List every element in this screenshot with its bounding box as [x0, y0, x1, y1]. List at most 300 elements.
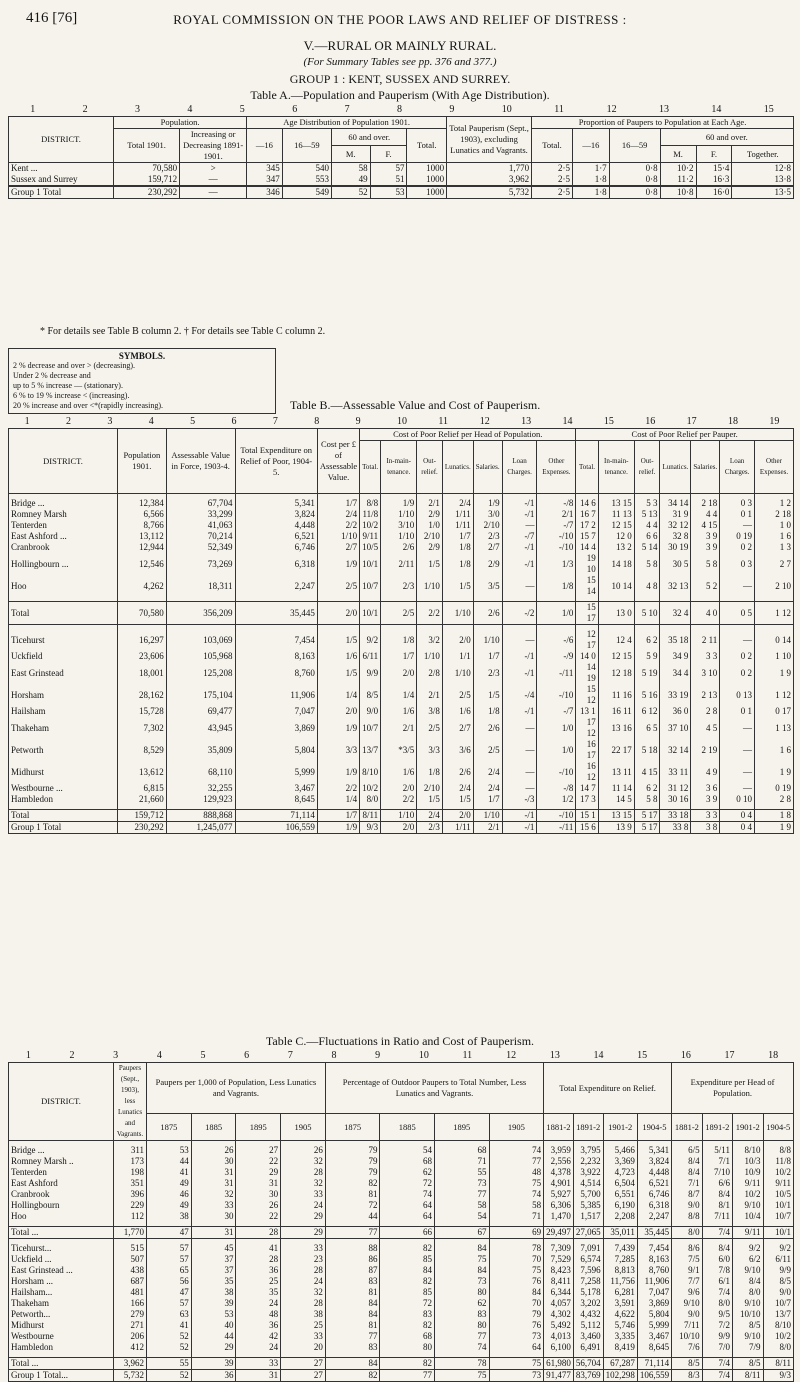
cost-per-head: 1/5 — [417, 794, 443, 805]
expenditure: 29,497 — [544, 1227, 574, 1239]
cost-per-pauper: 15 7 — [576, 531, 598, 542]
per-head: 6/2 — [732, 1254, 763, 1265]
per-head: 7/4 — [702, 1227, 732, 1239]
header-district: DISTRICT. — [9, 429, 118, 494]
rate-per-1000: 22 — [236, 1156, 281, 1167]
district-name: Cranbrook — [9, 1189, 114, 1200]
cell-av: 33,299 — [166, 509, 235, 520]
cost-per-head: 2/5 — [417, 717, 443, 739]
expenditure: 4,514 — [573, 1178, 603, 1189]
outdoor-percent: 72 — [325, 1200, 380, 1211]
rate-per-1000: 39 — [191, 1298, 236, 1309]
cell-av: 1,245,077 — [166, 822, 235, 834]
cost-per-head: 1/5 — [417, 553, 443, 575]
expenditure: 6,190 — [603, 1200, 637, 1211]
cost-per-pauper: 2 19 — [691, 739, 720, 761]
per-head: 7/1 — [672, 1178, 703, 1189]
cost-per-head: 10/7 — [360, 575, 381, 597]
cost-per-head: 1/6 — [381, 706, 417, 717]
section-title: V.—RURAL OR MAINLY RURAL. — [303, 38, 497, 53]
cell-paup: 1,770 — [447, 163, 532, 175]
cost-per-pauper: 4 15 — [691, 520, 720, 531]
rate-per-1000: 32 — [281, 1287, 326, 1298]
cell-cp: 1/9 — [317, 761, 359, 783]
cost-per-pauper: 31 9 — [660, 509, 691, 520]
district-name: East Grinstead — [9, 662, 118, 684]
column-number: 7 — [272, 416, 278, 427]
outdoor-percent: 84 — [325, 1358, 380, 1370]
outdoor-percent: 72 — [380, 1298, 435, 1309]
outdoor-percent: 86 — [325, 1254, 380, 1265]
per-head: 8/0 — [763, 1342, 794, 1353]
cost-per-head: 1/11 — [442, 509, 473, 520]
cost-per-pauper: 4 4 — [691, 509, 720, 520]
cell-cp: 1/10 — [317, 531, 359, 542]
cell-ex: 8,645 — [235, 794, 317, 805]
header-prop-male: M. — [660, 146, 696, 163]
cost-per-head: 2/11 — [381, 553, 417, 575]
cost-per-pauper: 34 14 — [660, 498, 691, 509]
outdoor-percent: 83 — [434, 1309, 489, 1320]
cell-ex: 35,445 — [235, 602, 317, 625]
column-number: 13 — [659, 104, 669, 115]
per-head: 8/0 — [732, 1287, 763, 1298]
cost-per-head: 10/2 — [360, 520, 381, 531]
cell-p_1659: 0·8 — [609, 186, 660, 199]
per-head: 10/1 — [763, 1200, 794, 1211]
cell-m: 58 — [331, 163, 370, 175]
expenditure: 5,927 — [544, 1189, 574, 1200]
table-row — [9, 1200, 794, 1211]
outdoor-percent: 76 — [489, 1276, 544, 1287]
cost-per-head: 10/1 — [360, 553, 381, 575]
symbol-line: Under 2 % decrease and — [13, 371, 91, 380]
cost-per-pauper: 5 14 — [634, 542, 660, 553]
rate-per-1000: 33 — [281, 1331, 326, 1342]
total-row — [9, 1358, 794, 1370]
header-total: Total. — [407, 129, 447, 163]
expenditure: 7,454 — [637, 1243, 671, 1254]
cost-per-head: 2/0 — [381, 662, 417, 684]
expenditure: 3,591 — [603, 1298, 637, 1309]
cost-per-pauper: 1 0 — [755, 520, 794, 531]
column-number: 9 — [375, 1050, 381, 1061]
expenditure: 27,065 — [573, 1227, 603, 1239]
cell-paupers: 687 — [114, 1276, 147, 1287]
table-row — [9, 1287, 794, 1298]
cost-per-head: -/6 — [537, 629, 576, 651]
table-row — [9, 1167, 794, 1178]
per-head: 7/5 — [672, 1254, 703, 1265]
rate-per-1000: 24 — [281, 1200, 326, 1211]
column-number: 15 — [763, 104, 774, 115]
per-head: 8/5 — [763, 1276, 794, 1287]
page-number: 416 [76] — [26, 10, 78, 26]
table-c-title: Table C.—Fluctuations in Ratio and Cost of Pauperism. — [265, 1034, 535, 1048]
cost-per-head: 2/9 — [417, 542, 443, 553]
expenditure: 35,011 — [603, 1227, 637, 1239]
cell-p_u16: 1·7 — [572, 163, 609, 175]
symbols-legend — [8, 348, 276, 414]
cost-per-head: 2/5 — [473, 739, 502, 761]
cell-paupers: 206 — [114, 1331, 147, 1342]
cell-paupers: 173 — [114, 1156, 147, 1167]
cost-per-head: 2/1 — [381, 717, 417, 739]
cost-per-head: 2/5 — [381, 602, 417, 625]
header-prop-together: Together. — [732, 146, 794, 163]
cost-per-head: 9/3 — [360, 822, 381, 834]
expenditure: 4,378 — [544, 1167, 574, 1178]
header-district: DISTRICT. — [9, 1063, 114, 1141]
per-head: 9/11 — [732, 1227, 763, 1239]
cell-av: 52,349 — [166, 542, 235, 553]
cell-tot: 1000 — [407, 186, 447, 199]
year-header: 1901-2 — [732, 1114, 763, 1141]
column-number: 5 — [239, 104, 245, 115]
cost-per-head: 2/4 — [442, 498, 473, 509]
column-number: 1 — [24, 416, 30, 427]
year-header: 1895 — [434, 1114, 489, 1141]
per-head: 8/5 — [732, 1358, 763, 1370]
district-name: Midhurst — [9, 1320, 114, 1331]
year-header: 1875 — [325, 1114, 380, 1141]
cell-paupers: 438 — [114, 1265, 147, 1276]
year-header: 1885 — [191, 1114, 236, 1141]
outdoor-percent: 80 — [434, 1287, 489, 1298]
cost-per-head: 1/10 — [473, 810, 502, 822]
cost-per-head: 6/11 — [360, 651, 381, 662]
per-head: 5/11 — [702, 1145, 732, 1156]
cost-per-pauper: 3 10 — [691, 662, 720, 684]
outdoor-percent: 62 — [380, 1167, 435, 1178]
rate-per-1000: 28 — [281, 1167, 326, 1178]
district-name: Hoo — [9, 575, 118, 597]
cost-per-head: 2/2 — [381, 794, 417, 805]
table-row — [9, 706, 794, 717]
rate-per-1000: 31 — [236, 1178, 281, 1189]
rate-per-1000: 32 — [281, 1178, 326, 1189]
cost-per-pauper: 1 10 — [755, 651, 794, 662]
per-head: 8/1 — [702, 1200, 732, 1211]
header-prop-female: F. — [696, 146, 732, 163]
cost-per-head: 1/5 — [442, 575, 473, 597]
cost-per-pauper: 5 17 — [634, 810, 660, 822]
outdoor-percent: 73 — [489, 1331, 544, 1342]
rate-per-1000: 29 — [281, 1227, 326, 1239]
expenditure: 11,906 — [637, 1276, 671, 1287]
column-number: 10 — [397, 416, 407, 427]
cost-per-pauper: 12 17 — [576, 629, 598, 651]
subheader: Loan Charges. — [720, 441, 755, 494]
total-row — [9, 810, 794, 822]
expenditure: 5,999 — [637, 1320, 671, 1331]
cell-p_1659: 0·8 — [609, 174, 660, 186]
cost-per-pauper: 13 15 — [598, 810, 634, 822]
cost-per-head: 8/0 — [360, 794, 381, 805]
cost-per-pauper: 32 13 — [660, 575, 691, 597]
cost-per-head: 2/3 — [473, 662, 502, 684]
expenditure: 5,700 — [573, 1189, 603, 1200]
table-a-footnote: * For details see Table B column 2. † For details see Table C column 2. — [40, 326, 326, 337]
cell-p_f: 16·0 — [696, 186, 732, 199]
column-number: 10 — [418, 1050, 429, 1061]
cost-per-pauper: 15 17 — [576, 602, 598, 625]
table-row — [9, 783, 794, 794]
cell-p_m: 10·8 — [660, 186, 696, 199]
cost-per-head: 3/5 — [473, 575, 502, 597]
cell-a1659: 540 — [282, 163, 331, 175]
column-number: 6 — [292, 104, 298, 115]
district-name: Hoo — [9, 1211, 114, 1222]
cell-av: 888,868 — [166, 810, 235, 822]
cost-per-pauper: 4 0 — [691, 602, 720, 625]
cost-per-pauper: 16 17 — [576, 739, 598, 761]
cost-per-pauper: 13 0 — [598, 602, 634, 625]
outdoor-percent: 66 — [380, 1227, 435, 1239]
cost-per-head: 1/0 — [537, 739, 576, 761]
year-header: 1881-2 — [544, 1114, 574, 1141]
per-head: 6/6 — [702, 1178, 732, 1189]
cost-per-head: -/1 — [502, 706, 537, 717]
outdoor-percent: 77 — [434, 1331, 489, 1342]
expenditure: 7,091 — [573, 1243, 603, 1254]
cost-per-head: 2/3 — [381, 575, 417, 597]
rate-per-1000: 44 — [147, 1156, 192, 1167]
expenditure: 4,057 — [544, 1298, 574, 1309]
rate-per-1000: 52 — [147, 1331, 192, 1342]
cell-p_m: 10·2 — [660, 163, 696, 175]
outdoor-percent: 77 — [325, 1227, 380, 1239]
subheader: Lunatics. — [660, 441, 691, 494]
cell-paupers: 166 — [114, 1298, 147, 1309]
column-number: 3 — [107, 416, 113, 427]
header-population: Population. — [114, 117, 247, 129]
table-row — [9, 629, 794, 651]
cell-ex: 5,804 — [235, 739, 317, 761]
cost-per-pauper: 5 9 — [634, 651, 660, 662]
symbols-title: SYMBOLS. — [118, 351, 166, 361]
outdoor-percent: 87 — [325, 1265, 380, 1276]
rate-per-1000: 41 — [236, 1243, 281, 1254]
subheader: Total. — [576, 441, 598, 494]
district-name: Total — [9, 810, 118, 822]
outdoor-percent: 75 — [434, 1254, 489, 1265]
cost-per-pauper: 5 10 — [634, 602, 660, 625]
cell-paupers: 311 — [114, 1145, 147, 1156]
column-number: 14 — [593, 1050, 604, 1061]
cell-ex: 2,247 — [235, 575, 317, 597]
table-row — [9, 1178, 794, 1189]
rate-per-1000: 23 — [281, 1254, 326, 1265]
cell-cp: 2/4 — [317, 509, 359, 520]
rate-per-1000: 39 — [191, 1358, 236, 1370]
cost-per-head: 8/8 — [360, 498, 381, 509]
table-row — [9, 553, 794, 575]
table-row — [9, 1320, 794, 1331]
per-head: 8/10 — [732, 1145, 763, 1156]
rate-per-1000: 41 — [147, 1320, 192, 1331]
cost-per-pauper: 1 2 — [755, 498, 794, 509]
year-header: 1885 — [380, 1114, 435, 1141]
per-head: 8/4 — [672, 1156, 703, 1167]
subheader: Total. — [360, 441, 381, 494]
cell-total: 230,292 — [114, 186, 180, 199]
outdoor-percent: 54 — [434, 1211, 489, 1222]
table-row — [9, 1265, 794, 1276]
expenditure: 3,202 — [573, 1298, 603, 1309]
cell-cp: 1/4 — [317, 684, 359, 706]
outdoor-percent: 76 — [489, 1320, 544, 1331]
cost-per-head: -/1 — [502, 542, 537, 553]
header-total-1901: Total 1901. — [114, 129, 180, 163]
expenditure: 8,645 — [637, 1342, 671, 1353]
per-head: 11/8 — [763, 1156, 794, 1167]
cost-per-pauper: 5 8 — [634, 794, 660, 805]
cost-per-pauper: 2 18 — [691, 498, 720, 509]
rate-per-1000: 29 — [281, 1211, 326, 1222]
cell-trend: — — [180, 174, 247, 186]
per-head: 9/0 — [672, 1309, 703, 1320]
cell-ex: 106,559 — [235, 822, 317, 834]
cost-per-head: 8/11 — [360, 810, 381, 822]
cost-per-head: 1/8 — [381, 629, 417, 651]
column-number: 10 — [501, 104, 512, 115]
table-a — [8, 116, 794, 199]
outdoor-percent: 88 — [325, 1243, 380, 1254]
outdoor-percent: 81 — [325, 1189, 380, 1200]
cost-per-head: 1/8 — [442, 553, 473, 575]
cell-cp: 1/9 — [317, 822, 359, 834]
cost-per-pauper: 16 7 — [576, 509, 598, 520]
column-number: 18 — [768, 1050, 779, 1061]
cost-per-pauper: 15 1 — [576, 810, 598, 822]
cost-per-head: 1/10 — [417, 651, 443, 662]
cost-per-head: 1/6 — [442, 706, 473, 717]
cost-per-pauper: — — [720, 783, 755, 794]
cell-av: 70,214 — [166, 531, 235, 542]
cost-per-pauper: 17 2 — [576, 520, 598, 531]
cost-per-pauper: 34 9 — [660, 651, 691, 662]
table-row — [9, 1145, 794, 1156]
year-header: 1875 — [147, 1114, 192, 1141]
per-head: 7/9 — [732, 1342, 763, 1353]
rate-per-1000: 22 — [236, 1211, 281, 1222]
column-number: 8 — [314, 416, 320, 427]
cell-pop: 13,612 — [118, 761, 167, 783]
cost-per-pauper: 2 11 — [691, 629, 720, 651]
expenditure: 2,208 — [603, 1211, 637, 1222]
expenditure: 61,980 — [544, 1358, 574, 1370]
per-head: 10/3 — [732, 1156, 763, 1167]
per-head: 7/0 — [702, 1342, 732, 1353]
cost-per-pauper: 30 19 — [660, 542, 691, 553]
cost-per-pauper: 35 18 — [660, 629, 691, 651]
column-number: 7 — [287, 1050, 293, 1061]
district-name: Uckfield — [9, 651, 118, 662]
cell-pop: 6,566 — [118, 509, 167, 520]
outdoor-percent: 78 — [489, 1243, 544, 1254]
cost-per-pauper: 3 9 — [691, 542, 720, 553]
cost-per-pauper: 14 5 — [598, 794, 634, 805]
rate-per-1000: 46 — [147, 1189, 192, 1200]
column-number: 12 — [506, 1050, 517, 1061]
rate-per-1000: 33 — [191, 1200, 236, 1211]
table-row — [9, 1331, 794, 1342]
rate-per-1000: 38 — [147, 1211, 192, 1222]
expenditure: 8,419 — [603, 1342, 637, 1353]
header-16-59: 16—59 — [282, 129, 331, 163]
cost-per-pauper: 14 6 — [576, 498, 598, 509]
expenditure: 7,529 — [544, 1254, 574, 1265]
cell-paup: 5,732 — [447, 186, 532, 199]
cost-per-pauper: 2 8 — [755, 794, 794, 805]
cost-per-pauper: 30 16 — [660, 794, 691, 805]
cost-per-head: -/11 — [537, 822, 576, 834]
cost-per-head: 9/2 — [360, 629, 381, 651]
cell-av: 175,104 — [166, 684, 235, 706]
outdoor-percent: 82 — [380, 1276, 435, 1287]
header-male: M. — [331, 146, 370, 163]
cost-per-head: 2/0 — [442, 629, 473, 651]
rate-per-1000: 28 — [236, 1227, 281, 1239]
cost-per-head: 13/7 — [360, 739, 381, 761]
cost-per-pauper: 4 4 — [634, 520, 660, 531]
cell-trend: > — [180, 163, 247, 175]
per-head: 10/10 — [732, 1309, 763, 1320]
header-age-distribution: Age Distribution of Population 1901. — [247, 117, 447, 129]
district-name: Hailsham — [9, 706, 118, 717]
column-number: 16 — [645, 416, 656, 427]
table-c — [8, 1062, 794, 1382]
cost-per-pauper: 0 3 — [720, 553, 755, 575]
outdoor-percent: 73 — [434, 1276, 489, 1287]
cost-per-head: 1/4 — [381, 684, 417, 706]
cell-pop: 18,001 — [118, 662, 167, 684]
cell-u16: 345 — [247, 163, 283, 175]
cost-per-pauper: 32 4 — [660, 602, 691, 625]
cell-cp: 1/9 — [317, 717, 359, 739]
cost-per-pauper: 15 12 — [576, 684, 598, 706]
cost-per-head: 2/0 — [381, 783, 417, 794]
table-row — [9, 794, 794, 805]
cost-per-head: 2/6 — [381, 542, 417, 553]
cell-pop: 15,728 — [118, 706, 167, 717]
subheader: Out-relief. — [417, 441, 443, 494]
rate-per-1000: 47 — [147, 1287, 192, 1298]
per-head: 7/4 — [702, 1370, 732, 1382]
cost-per-pauper: 31 12 — [660, 783, 691, 794]
cost-per-head: 10/2 — [360, 783, 381, 794]
cost-per-pauper: 0 13 — [720, 684, 755, 706]
header-under16: —16 — [247, 129, 283, 163]
cost-per-head: 1/6 — [381, 761, 417, 783]
cost-per-pauper: — — [720, 739, 755, 761]
district-name: Bridge ... — [9, 498, 118, 509]
cell-paupers: 351 — [114, 1178, 147, 1189]
cost-per-head: -/7 — [537, 520, 576, 531]
cost-per-head: 1/0 — [537, 602, 576, 625]
cost-per-head: -/1 — [502, 498, 537, 509]
cell-p_tot: 2·5 — [532, 186, 573, 199]
cell-ex: 8,760 — [235, 662, 317, 684]
cell-p_1659: 0·8 — [609, 163, 660, 175]
expenditure: 83,769 — [573, 1370, 603, 1382]
header-female: F. — [370, 146, 407, 163]
cost-per-head: 9/11 — [360, 531, 381, 542]
rate-per-1000: 47 — [147, 1227, 192, 1239]
rate-per-1000: 33 — [236, 1358, 281, 1370]
district-name: East Grinstead ... — [9, 1265, 114, 1276]
